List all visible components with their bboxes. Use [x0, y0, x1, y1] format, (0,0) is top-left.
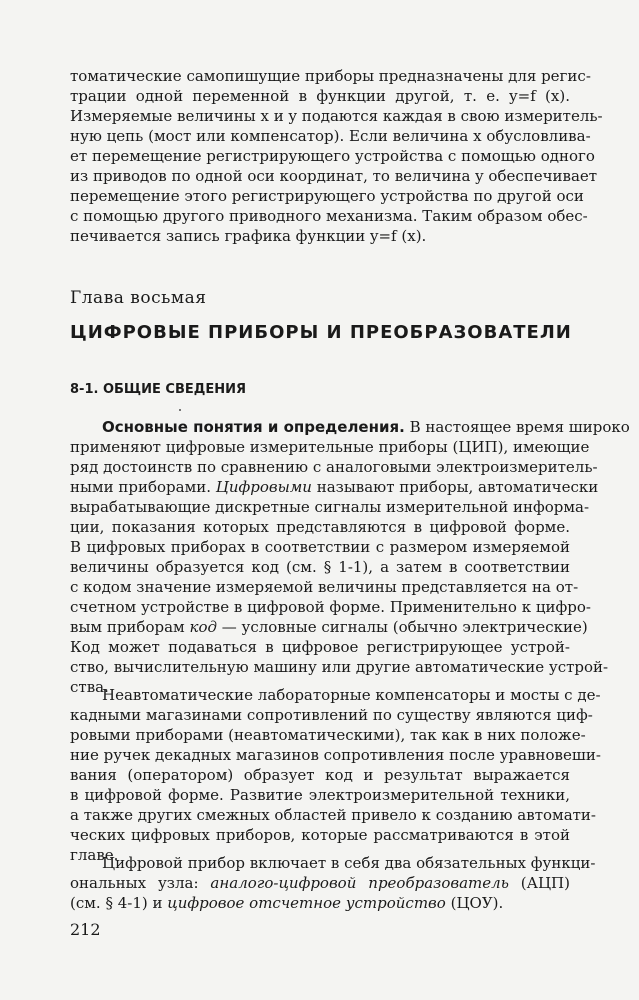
text-run: В настоящее время широко: [404, 418, 630, 436]
text-run: называют приборы, автоматически: [311, 478, 599, 496]
text-line: [70, 477, 599, 497]
text-line: ции, показания которых представляются в цифровой форме.: [70, 518, 570, 536]
text-line: кадными магазинами сопротивлений по существу являются циф-: [70, 706, 593, 724]
text-line: В цифровых приборах в соответствии с размером измеряемой: [70, 538, 570, 556]
text-line: ство, вычислительную машину или другие автоматические устрой-: [70, 658, 609, 676]
paragraph-3: [70, 853, 596, 913]
text-run: вым приборам: [70, 618, 185, 636]
text-line: а также других смежных областей привело к созданию автомати-: [70, 806, 596, 824]
italic-term: цифровое отсчетное устройство: [167, 894, 446, 912]
text-line: Неавтоматические лабораторные компенсаторы и мосты с де-: [102, 686, 601, 704]
text-line: применяют цифровые измерительные приборы (ЦИП), имеющие: [70, 438, 590, 456]
italic-term: код: [189, 618, 217, 636]
text-line: ряд достоинств по сравнению с аналоговыми электроизмеритель-: [70, 458, 598, 476]
text-run: ональных узла:: [70, 874, 211, 892]
italic-term: Цифровыми: [215, 478, 312, 496]
print-speck: [179, 409, 181, 411]
section-title: 8-1. ОБЩИЕ СВЕДЕНИЯ: [70, 382, 246, 397]
italic-term: аналого-цифровой преобразователь: [210, 874, 509, 892]
text-run: (см. § 4-1) и: [70, 894, 168, 912]
text-line: печивается запись графика функции y=f (x).: [70, 227, 427, 245]
text-line: трации одной переменной в функции другой, т. е. y=f (x).: [70, 87, 570, 105]
text-line: Измеряемые величины x и y подаются каждая в свою измеритель-: [70, 107, 603, 125]
text-run: (АЦП): [508, 874, 570, 892]
text-run: (ЦОУ).: [445, 894, 504, 912]
chapter-title: ЦИФРОВЫЕ ПРИБОРЫ И ПРЕОБРАЗОВАТЕЛИ: [70, 322, 572, 343]
text-line: Код может подаваться в цифровое регистрирующее устрой-: [70, 638, 570, 656]
paragraph-2: [70, 685, 601, 865]
text-line: [70, 873, 570, 893]
text-line: с кодом значение измеряемой величины представляется на от-: [70, 578, 579, 596]
text-line: ет перемещение регистрирующего устройства с помощью одного: [70, 147, 595, 165]
text-line: вырабатывающие дискретные сигналы измерительной информа-: [70, 498, 590, 516]
top-paragraph: [70, 66, 603, 246]
text-line: главе.: [70, 846, 119, 864]
text-line: в цифровой форме. Развитие электроизмерительной техники,: [70, 786, 570, 804]
text-line: ческих цифровых приборов, которые рассматриваются в этой: [70, 826, 570, 844]
text-line: перемещение этого регистрирующего устройства по другой оси: [70, 187, 584, 205]
chapter-label: Глава восьмая: [70, 288, 207, 308]
text-line: ние ручек декадных магазинов сопротивления после уравновеши-: [70, 746, 601, 764]
text-line: ровыми приборами (неавтоматическими), так как в них положе-: [70, 726, 586, 744]
text-line: ную цепь (мост или компенсатор). Если величина x обусловлива-: [70, 127, 591, 145]
text-line: вания (оператором) образует код и результат выражается: [70, 766, 570, 784]
paragraph-1: [70, 417, 630, 697]
text-line: томатические самопишущие приборы предназначены для регис-: [70, 67, 591, 85]
text-line: [70, 417, 630, 437]
text-line: ства.: [70, 678, 109, 696]
page-number: 212: [70, 920, 101, 939]
text-line: [70, 893, 570, 913]
text-run: — условные сигналы (обычно электрические): [216, 618, 588, 636]
text-line: с помощью другого приводного механизма. Таким образом обес-: [70, 207, 588, 225]
text-line: счетном устройстве в цифровой форме. Применительно к цифро-: [70, 598, 591, 616]
text-line: Цифровой прибор включает в себя два обязательных функци-: [102, 854, 596, 872]
text-line: величины образуется код (см. § 1-1), а затем в соответствии: [70, 558, 570, 576]
text-line: из приводов по одной оси координат, то величина y обеспечивает: [70, 167, 598, 185]
text-line: [70, 617, 588, 637]
text-run: ными приборами.: [70, 478, 212, 496]
paragraph-heading: Основные понятия и определения.: [102, 418, 405, 436]
